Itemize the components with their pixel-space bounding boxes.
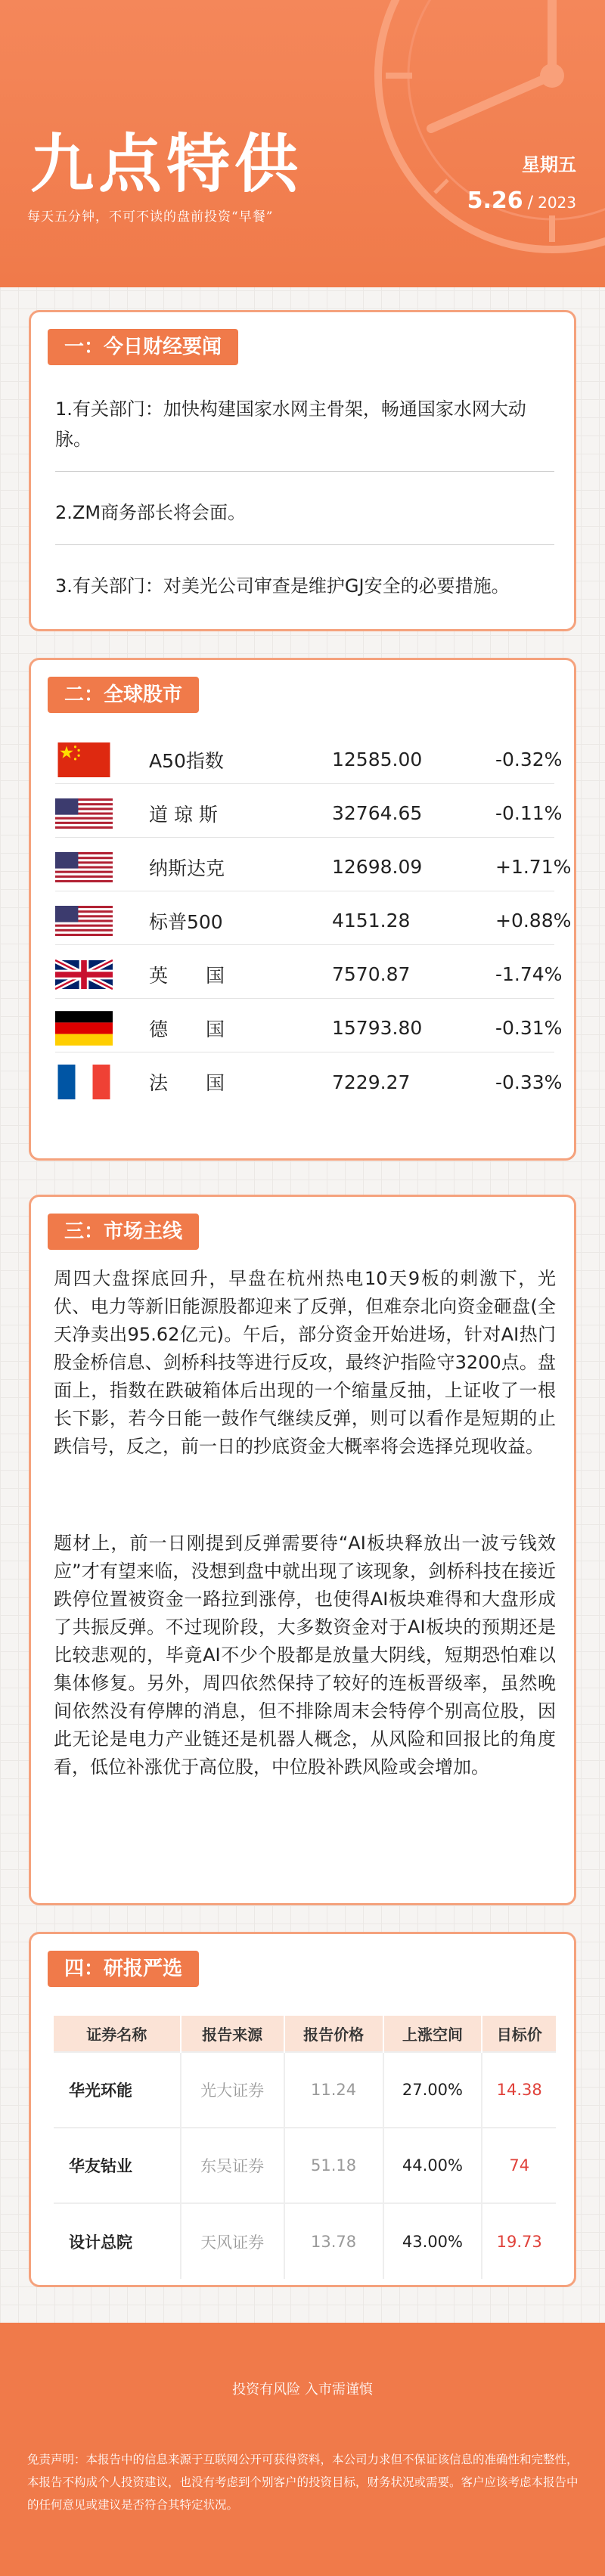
- page-subtitle: 每天五分钟，不可不读的盘前投资“早餐”: [27, 209, 274, 225]
- upside-space: 43.00%: [383, 2203, 482, 2279]
- stock-value: 12698.09: [332, 856, 423, 878]
- research-section-tag: 四：研报严选: [48, 1951, 199, 1987]
- upside-space: 44.00%: [383, 2128, 482, 2203]
- security-name: 华光环能: [54, 2052, 181, 2128]
- us-flag-icon: [55, 850, 113, 885]
- report-price: 51.18: [284, 2128, 383, 2203]
- date-separator: /: [527, 194, 534, 212]
- stock-change: +1.71%: [495, 856, 572, 878]
- market-section-tag: 三：市场主线: [48, 1214, 199, 1250]
- target-price: 74: [482, 2128, 556, 2203]
- report-source: 天风证券: [181, 2203, 284, 2279]
- stock-value: 7570.87: [332, 963, 411, 985]
- stock-name: A50指数: [149, 749, 224, 772]
- security-name: 设计总院: [54, 2203, 181, 2279]
- stock-row: [55, 1058, 563, 1106]
- stock-change: -0.31%: [495, 1017, 563, 1039]
- global-stocks-card: [29, 658, 576, 1161]
- news-section-tag: 一：今日财经要闻: [48, 329, 238, 365]
- table-row: [54, 2052, 556, 2128]
- stock-change: -0.11%: [495, 802, 563, 824]
- report-price: 11.24: [284, 2052, 383, 2128]
- col-header-target: 目标价: [482, 2016, 556, 2052]
- germany-flag-icon: [55, 1011, 113, 1046]
- header-banner: [0, 0, 605, 287]
- us-flag-icon: [55, 796, 113, 831]
- table-row: [54, 2203, 556, 2279]
- page-title: 九点特供: [30, 127, 303, 201]
- uk-flag-icon: [55, 957, 113, 992]
- date-display: [467, 188, 576, 214]
- col-header-price: 报告价格: [284, 2016, 383, 2052]
- stock-row: [55, 736, 563, 784]
- col-header-name: 证券名称: [54, 2016, 181, 2052]
- security-name: 华友钴业: [54, 2128, 181, 2203]
- col-header-space: 上涨空间: [383, 2016, 482, 2052]
- stock-value: 12585.00: [332, 749, 423, 770]
- stock-change: -0.33%: [495, 1071, 563, 1093]
- news-card: [29, 310, 576, 631]
- stock-row: [55, 897, 572, 945]
- stock-row: [55, 1004, 563, 1052]
- target-price: 19.73: [482, 2203, 556, 2279]
- stocks-section-tag: 二：全球股市: [48, 677, 199, 713]
- table-header-row: [54, 2016, 556, 2052]
- news-item: 1.有关部门：加快构建国家水网主骨架，畅通国家水网大动脉。: [55, 388, 554, 472]
- date-year: 2023: [538, 194, 576, 212]
- stock-value: 4151.28: [332, 910, 411, 932]
- news-item: 3.有关部门：对美光公司审查是维护GJ安全的必要措施。: [55, 575, 510, 597]
- news-list: [55, 388, 554, 618]
- table-row: [54, 2128, 556, 2203]
- footer: [0, 2323, 605, 2576]
- stock-row: [55, 950, 563, 999]
- report-source: 东吴证券: [181, 2128, 284, 2203]
- stock-row: [55, 843, 572, 891]
- stock-name: 纳斯达克: [149, 857, 225, 879]
- stock-value: 32764.65: [332, 802, 423, 824]
- research-table: [54, 2016, 556, 2279]
- market-card: [29, 1195, 576, 1905]
- report-source: 光大证券: [181, 2052, 284, 2128]
- weekday-label: 星期五: [522, 154, 576, 175]
- stock-change: -1.74%: [495, 963, 563, 985]
- stock-change: -0.32%: [495, 749, 563, 770]
- stock-value: 7229.27: [332, 1071, 411, 1093]
- market-paragraph: 周四大盘探底回升，早盘在杭州热电10天9板的刺激下，光伏、电力等新旧能源股都迎来了反弹，但难奈北向资金砸盘(全天净卖出95.62亿元)。午后，部分资金开始进场，针对AI热门股金桥信息、剑桥科技等进行反攻，最终沪指险守3200点。盘面上，指数在跌破箱体后出现的一个缩量反抽，上证收了一根长下影，若今日能一鼓作气继续反弹，则可以看作是短期的止跌信号，反之，前一日的抄底资金大概率将会选择兑现收益。: [54, 1268, 556, 1457]
- risk-warning: 投资有风险 入市需谨慎: [232, 2382, 373, 2398]
- stock-name: 法 国: [149, 1072, 225, 1094]
- china-flag-icon: [55, 742, 113, 777]
- news-item: 2.ZM商务部长将会面。: [55, 491, 554, 545]
- us-flag-icon: [55, 904, 113, 938]
- stock-name: 德 国: [149, 1018, 225, 1040]
- stock-name: 道 琼 斯: [149, 803, 218, 826]
- target-price: 14.38: [482, 2052, 556, 2128]
- disclaimer-text: 免责声明：本报告中的信息来源于互联网公开可获得资料，本公司力求但不保证该信息的准确性和完整性，本报告不构成个人投资建议，也没有考虑到个别客户的投资目标，财务状况或需要。客户应该考虑本报告中的任何意见或建议是否符合其特定状况。: [27, 2453, 579, 2512]
- stock-change: +0.88%: [495, 910, 572, 932]
- stock-name: 标普500: [149, 910, 223, 933]
- market-paragraph: 题材上，前一日刚提到反弹需要待“AI板块释放出一波亏钱效应”才有望来临，没想到盘中就出现了该现象，剑桥科技在接近跌停位置被资金一路拉到涨停，也使得AI板块难得和大盘形成了共振反弹。不过现阶段，大多数资金对于AI板块的预期还是比较悲观的，毕竟AI不少个股都是放量大阴线，短期恐怕难以集体修复。另外，周四依然保持了较好的连板晋级率，虽然晚间依然没有停牌的消息，但不排除周末会特停个别高位股，因此无论是电力产业链还是机器人概念，从风险和回报比的角度看，低位补涨优于高位股，中位股补跌风险或会增加。: [54, 1533, 556, 1778]
- stock-value: 15793.80: [332, 1017, 423, 1039]
- upside-space: 27.00%: [383, 2052, 482, 2128]
- date-month-day: 5.26: [467, 188, 523, 214]
- col-header-broker: 报告来源: [181, 2016, 284, 2052]
- stock-name: 英 国: [149, 964, 225, 987]
- stock-row: [55, 789, 563, 838]
- clock-icon: [355, 0, 605, 272]
- research-card: [29, 1932, 576, 2287]
- report-price: 13.78: [284, 2203, 383, 2279]
- france-flag-icon: [55, 1065, 113, 1099]
